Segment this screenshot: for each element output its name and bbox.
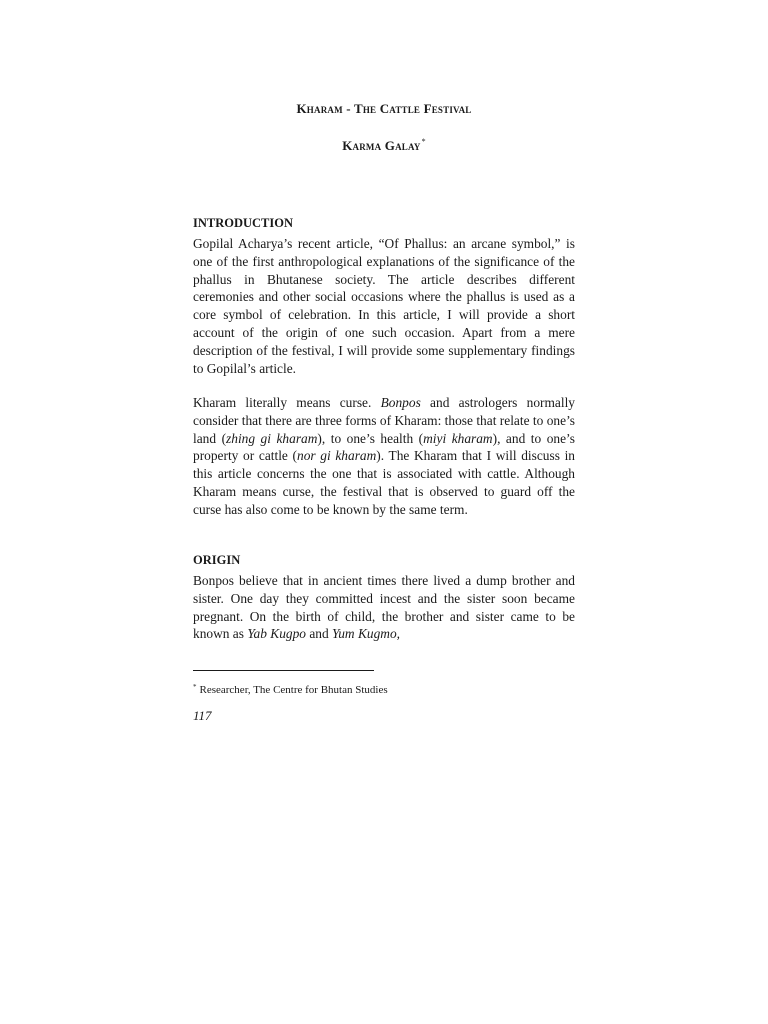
- text-run: Bonpos believe that in ancient times there lived a dump brother and sister. One day they committed incest and the sister soon became pregnant. On the birth of child, the brother and sister came to be known as: [193, 573, 575, 642]
- italic-term: Bonpos: [380, 395, 421, 410]
- section-heading-introduction: INTRODUCTION: [193, 216, 294, 230]
- paragraph-introduction-1: Gopilal Acharya’s recent article, “Of Phallus: an arcane symbol,” is one of the first anthropological explanations of the significance of the phallus in Bhutanese society. The article describes different ceremonies and other social occasions where the phallus is used as a core symbol of celebration. In this article, I will provide a short account of the origin of one such occasion. Apart from a mere description of the festival, I will provide some supplementary findings to Gopilal’s article.: [193, 236, 575, 376]
- footnote-mark: *: [193, 683, 197, 691]
- section-heading-origin: ORIGIN: [193, 553, 241, 567]
- article-title: Kharam - The Cattle Festival: [296, 101, 472, 116]
- footnote-divider: [193, 670, 374, 671]
- italic-term: nor gi kharam: [297, 448, 377, 464]
- footnote-text: Researcher, The Centre for Bhutan Studies: [199, 684, 388, 696]
- text-run: ). The Kharam that I will discuss in this article concerns the one that is associated with cattle. Although Kharam means curse, the festival that is observed to guard off the curse has also come to be known by the same term.: [193, 448, 575, 517]
- italic-term: miyi kharam: [423, 430, 493, 446]
- text-run: ), to one’s health (: [317, 430, 424, 446]
- author-footnote-mark: *: [421, 137, 426, 146]
- italic-term: zhing gi kharam: [226, 430, 318, 446]
- italic-term: Yab Kugpo: [247, 626, 306, 642]
- text-run: and: [305, 626, 333, 642]
- text-run: and astrologers normally consider that there are three forms of Kharam: those that relate to one’s land (: [193, 395, 575, 446]
- author-line: [0, 137, 768, 154]
- italic-term: Yum Kugmo,: [332, 626, 400, 642]
- paragraph-introduction-2: [193, 394, 575, 519]
- author-name: Karma Galay: [342, 138, 421, 153]
- text-run: ), and to one’s property or cattle (: [193, 430, 575, 464]
- text-run: Kharam literally means curse.: [193, 395, 381, 410]
- page-number: 117: [193, 708, 212, 723]
- footnote: [193, 680, 388, 697]
- paragraph-origin-1: [193, 572, 575, 643]
